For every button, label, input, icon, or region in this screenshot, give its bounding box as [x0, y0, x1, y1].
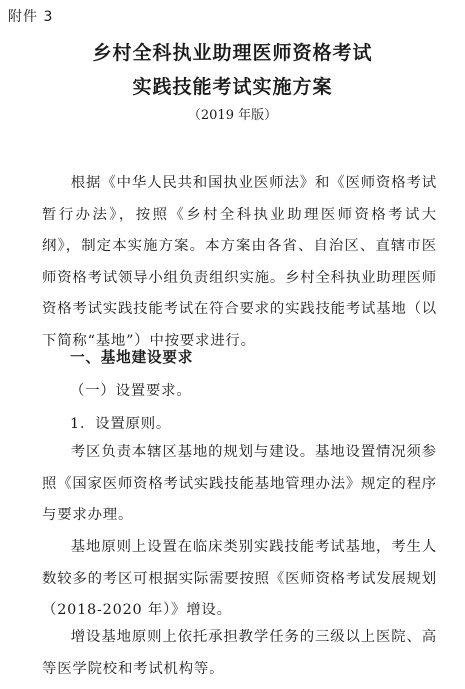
paragraph-base-addition: 增设基地原则上依托承担教学任务的三级以上医院、高等医学院校和考试机构等。	[42, 629, 437, 677]
paragraph-exam-area: 考区负责本辖区基地的规划与建设。基地设置情况须参照《国家医师资格考试实践技能基地管理办法》规定的程序与要求办理。	[42, 444, 437, 523]
document-title-line-2: 实践技能考试实施方案	[132, 76, 333, 98]
item-heading-setup-principles: 1．设置原则。	[70, 416, 172, 432]
paragraph-intro: 根据《中华人民共和国执业医师法》和《医师资格考试暂行办法》，按照《乡村全科执业助理医师资格考试大纲》，制定本实施方案。本方案由各省、自治区、直辖市医师资格考试领导小组负责组织实施。乡村全科执业助理医师资格考试实践技能考试在符合要求的实践技能考试基地（以下简称“基地”）中按要求进行。	[42, 175, 437, 349]
section-heading-base-construction: 一、基地建设要求	[70, 349, 194, 366]
attachment-label: 附件 3	[8, 9, 54, 25]
document-title-line-1: 乡村全科执业助理医师资格考试	[92, 42, 373, 64]
document-version: （2019 年版）	[187, 108, 278, 123]
paragraph-base-principle: 基地原则上设置在临床类别实践技能考试基地，考生人数较多的考区可根据实际需要按照《医师资格考试发展规划（2018-2020 年）》增设。	[42, 539, 437, 618]
subsection-heading-setup-requirements: （一）设置要求。	[70, 383, 192, 399]
